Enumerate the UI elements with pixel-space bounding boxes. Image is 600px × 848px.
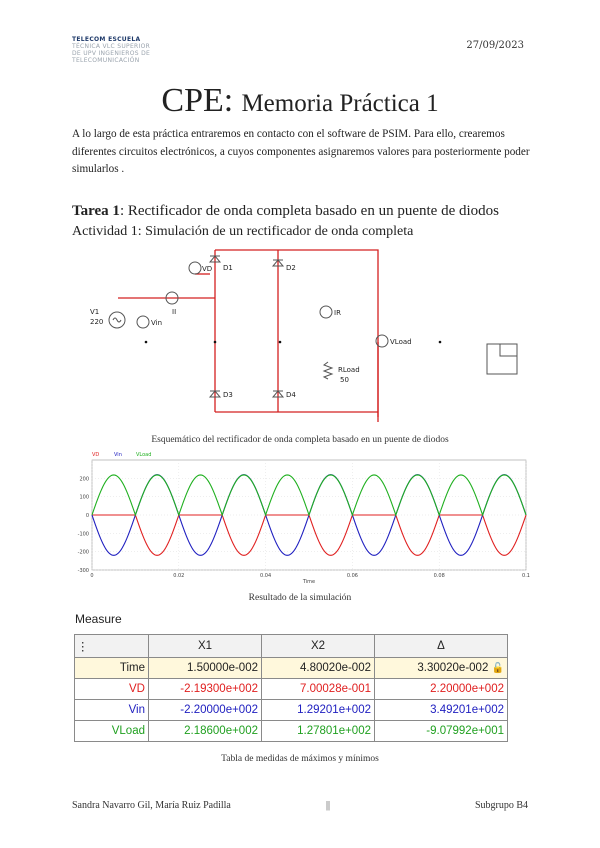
logo-line: DE UPV INGENIEROS DE [72,50,151,57]
page-title [0,82,600,120]
lock-icon[interactable]: 🔓 [491,663,504,674]
label-rload-value: 50 [340,376,349,384]
row-name: VLoad [75,721,149,742]
x-tick-label: 0.1 [522,573,530,579]
y-tick-label: 200 [79,476,89,483]
x-axis-label: Time [302,579,316,585]
cell-delta-value: 3.30020e-002 [417,662,489,674]
footer-authors: Sandra Navarro Gil, María Ruiz Padilla [72,800,231,811]
measure-table [74,634,508,742]
intro-paragraph: A lo largo de esta práctica entraremos en contacto con el software de PSIM. Para ello, crearemos diferentes circuitos electrónicos, a cuyos componentes asignaremos valores para posteriormente poder simularlos . [72,128,530,175]
cell-x1: 1.50000e-002 [149,658,262,679]
column-header[interactable]: X1 [149,635,262,658]
label-ii: II [172,308,177,316]
label-d1: D1 [223,264,233,272]
table-caption: Tabla de medidas de máximos y mínimos [221,754,379,764]
x-tick-label: 0.08 [433,573,445,579]
y-tick-label: 100 [79,494,89,501]
cell-x1: -2.20000e+002 [149,700,262,721]
cell-delta: 2.20000e+002 [375,679,508,700]
label-vin: Vin [151,319,163,327]
task-text: : Rectificador de onda completa basado en un puente de diodos [119,203,499,219]
activity-heading: Actividad 1: Simulación de un rectificador de onda completa [72,224,414,239]
cell-x1: -2.19300e+002 [149,679,262,700]
schematic-caption: Esquemático del rectificador de onda completa basado en un puente de diodos [151,435,449,445]
legend-entry: VLoad [136,452,152,458]
cell-x2: 4.80020e-002 [262,658,375,679]
y-tick-label: -200 [77,549,89,556]
header-date: 27/09/2023 [466,40,524,51]
x-tick-label: 0 [90,573,94,579]
x-tick-label: 0.04 [260,573,272,579]
label-v1: V1 [90,308,100,316]
cell-x2: 1.27801e+002 [262,721,375,742]
table-row [75,700,508,721]
x-tick-label: 0.06 [346,573,358,579]
table-row [75,721,508,742]
logo-line: TELECOMUNICACIÓN [72,57,140,64]
cell-delta: -9.07992e+001 [375,721,508,742]
task-label: Tarea 1 [72,203,120,219]
cell-x2: 7.00028e-001 [262,679,375,700]
label-ir: IR [334,309,341,317]
row-name: Vin [75,700,149,721]
measure-header-row [75,635,508,658]
y-tick-label: 0 [85,513,89,519]
label-vload: VLoad [390,338,412,346]
row-menu-icon[interactable]: ⋮ [75,635,149,658]
measure-title: Measure [75,612,122,626]
title-prefix: CPE: [161,82,234,119]
label-rload: RLoad [338,366,360,374]
cell-x2: 1.29201e+002 [262,700,375,721]
legend-entry: Vin [114,452,122,458]
chart-caption: Resultado de la simulación [248,593,352,603]
label-vd: VD [202,265,213,273]
logo-line: TELECOM ESCUELA [72,36,141,43]
footer-group: Subgrupo B4 [474,800,528,811]
row-name: Time [75,658,149,679]
x-tick-label: 0.02 [173,573,185,579]
row-name: VD [75,679,149,700]
label-d2: D2 [286,264,296,272]
title-rest: Memoria Práctica 1 [241,90,439,117]
university-logo [72,36,182,64]
label-v1-value: 220 [90,318,104,326]
table-row [75,679,508,700]
cell-delta [375,658,508,679]
table-row [75,658,508,679]
circuit-schematic [80,242,530,427]
label-d3: D3 [223,391,233,399]
cell-x1: 2.18600e+002 [149,721,262,742]
label-d4: D4 [286,391,296,399]
simulation-chart [74,452,534,587]
cell-delta: 3.49201e+002 [375,700,508,721]
column-header[interactable]: X2 [262,635,375,658]
y-tick-label: -100 [77,531,89,538]
y-tick-label: -300 [77,568,89,574]
footer-separator: || [326,800,331,811]
column-header[interactable]: Δ [375,635,508,658]
task-heading [72,203,499,220]
legend-entry: VD [92,452,100,458]
logo-line: TÉCNICA VLC SUPERIOR [72,43,151,50]
